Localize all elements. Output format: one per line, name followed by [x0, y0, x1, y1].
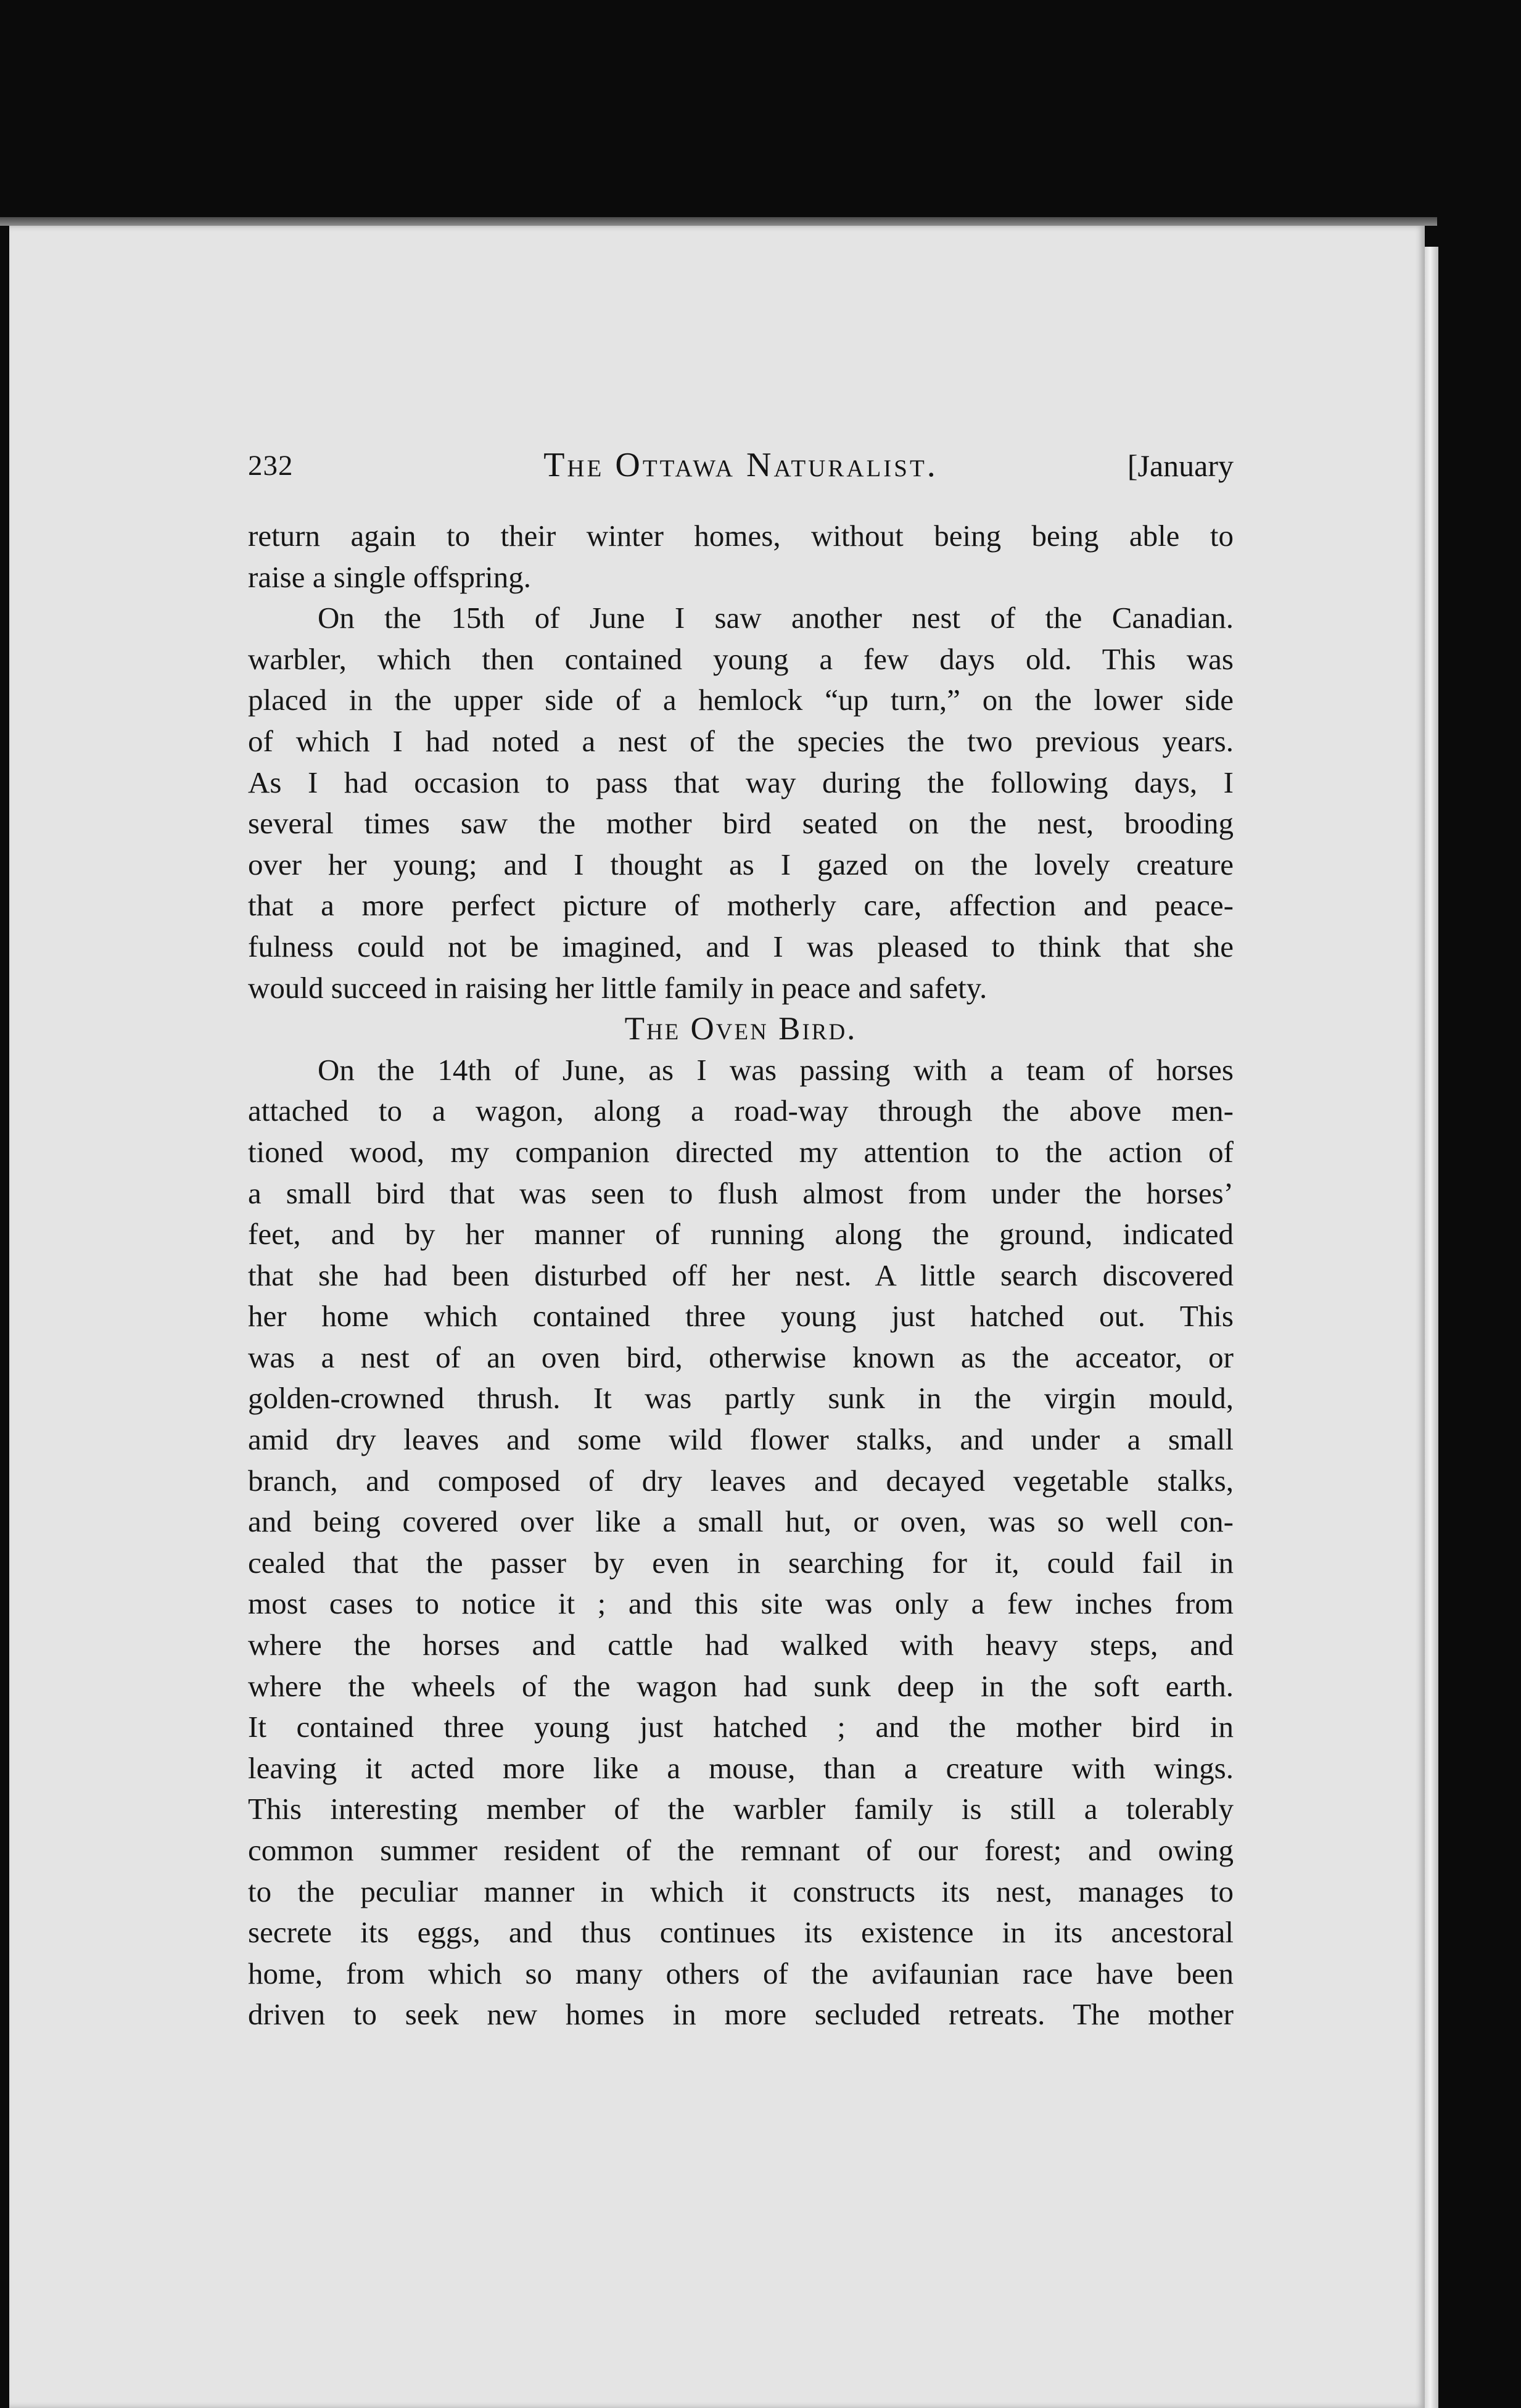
text-line: attached to a wagon, along a road-way through the above men- — [248, 1094, 1234, 1128]
body-text — [248, 516, 1234, 2035]
text-line: tioned wood, my companion directed my attention to the action of — [248, 1134, 1234, 1169]
text-line: This interesting member of the warbler family is still a tolerably — [248, 1792, 1234, 1826]
paragraph-canadian-warbler — [248, 598, 1234, 1008]
text-line: golden-crowned thrush. It was partly sunk in the virgin mould, — [248, 1381, 1234, 1416]
running-header — [248, 445, 1234, 495]
text-line: placed in the upper side of a hemlock “up turn,” on the lower side — [248, 683, 1234, 717]
text-line: common summer resident of the remnant of our forest; and owing — [248, 1833, 1234, 1867]
text-line: amid dry leaves and some wild flower stalks, and under a small — [248, 1422, 1234, 1457]
text-line: secrete its eggs, and thus continues its existence in its ancestoral — [248, 1915, 1234, 1950]
text-line: driven to seek new homes in more secluded retreats. The mother — [248, 1997, 1234, 2032]
text-line: to the peculiar manner in which it constructs its nest, manages to — [248, 1874, 1234, 1908]
text-line: several times saw the mother bird seated on the nest, brooding — [248, 806, 1234, 841]
text-line: that she had been disturbed off her nest. A little search discovered — [248, 1258, 1234, 1292]
text-line: On the 14th of June, as I was passing with a team of horses — [318, 1052, 1234, 1087]
scan-page-edge — [1425, 247, 1438, 2408]
page-number: 232 — [248, 450, 294, 482]
text-line: cealed that the passer by even in searching for it, could fail in — [248, 1545, 1234, 1580]
text-line: warbler, which then contained young a few days old. This was — [248, 641, 1234, 676]
text-line: most cases to notice it ; and this site was only a few inches from — [248, 1586, 1234, 1621]
paragraph-oven-bird — [248, 1050, 1234, 2035]
text-line: As I had occasion to pass that way during the following days, I — [248, 765, 1234, 799]
text-line: over her young; and I thought as I gazed on the lovely creature — [248, 847, 1234, 881]
text-line: was a nest of an oven bird, otherwise known as the acceator, or — [248, 1340, 1234, 1374]
text-line: would succeed in raising her little family in peace and safety. — [248, 970, 987, 1005]
section-heading: The Oven Bird. — [624, 1011, 857, 1047]
text-line: of which I had noted a nest of the species the two previous years. — [248, 724, 1234, 758]
paragraph-continuation — [248, 516, 1234, 598]
text-line: return again to their winter homes, without being being able to — [248, 519, 1234, 553]
text-line: where the horses and cattle had walked with heavy steps, and — [248, 1628, 1234, 1662]
running-month: [January — [1127, 448, 1234, 483]
text-line: a small bird that was seen to flush almost from under the horses’ — [248, 1176, 1234, 1210]
text-line: On the 15th of June I saw another nest of the Canadian. — [318, 601, 1234, 635]
scan-top-edge — [0, 217, 1437, 226]
text-line: branch, and composed of dry leaves and decayed vegetable stalks, — [248, 1463, 1234, 1498]
text-line: It contained three young just hatched ; and the mother bird in — [248, 1710, 1234, 1744]
text-line: fulness could not be imagined, and I was pleased to think that she — [248, 929, 1234, 963]
text-line: her home which contained three young just hatched out. This — [248, 1299, 1234, 1334]
text-line: and being covered over like a small hut, or oven, was so well con- — [248, 1504, 1234, 1539]
text-line: that a more perfect picture of motherly care, affection and peace- — [248, 888, 1234, 923]
text-line: feet, and by her manner of running along the ground, indicated — [248, 1217, 1234, 1251]
text-line: home, from which so many others of the avifaunian race have been — [248, 1956, 1234, 1990]
text-line: leaving it acted more like a mouse, than a creature with wings. — [248, 1750, 1234, 1785]
text-line: where the wheels of the wagon had sunk deep in the soft earth. — [248, 1668, 1234, 1703]
text-line: raise a single offspring. — [248, 559, 532, 594]
running-title: The Ottawa Naturalist. — [543, 446, 938, 484]
